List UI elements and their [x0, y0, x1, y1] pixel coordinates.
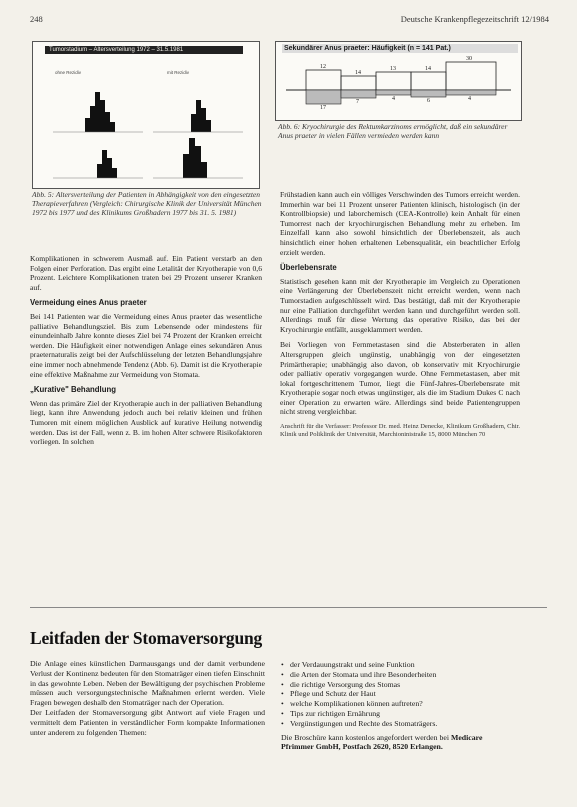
figure5-caption: Abb. 5: Altersverteilung der Patienten in Abhängigkeit von den eingesetzten Therapieverfahren (Vergleich: Chirurgische Klinik der Universität München 1972 bis 1977 und des Klinikums Großhadern 1977 bis 31. 5. 1981)	[32, 190, 262, 217]
figure-title: Tumorstadium – Altersverteilung 1972 – 31.5.1981	[45, 46, 243, 54]
guide-intro	[30, 659, 265, 737]
bar-label: 4	[392, 96, 395, 102]
page-number: 248	[30, 14, 43, 24]
figure6-caption: Abb. 6: Kryochirurgie des Rektumkarzinoms ermöglicht, daß ein sekundärer Anus praeter in vielen Fällen vermieden werden kann	[278, 122, 508, 140]
order-info	[281, 733, 517, 753]
article-left-column	[30, 254, 262, 453]
section-heading: Überlebensrate	[280, 263, 337, 273]
order-address: Medicare Pfrimmer GmbH, Postfach 2620, 8520 Erlangen.	[281, 732, 483, 752]
paragraph: Die Anlage eines künstlichen Darmausgangs und der damit verbundene Verlust der Kontinenz bedeuten für den Stomaträger einen tiefen Einschnitt in das gewohnte Leben. Neben der Bewältigung der psychischen Probleme müssen auch versorgungstechnische Maßnahmen erlernt werden. Viele Fragen bewegen deshalb den Stomaträger nach der Operation.	[30, 659, 265, 708]
histogram-graphic	[33, 42, 259, 188]
bar-graphic	[276, 42, 521, 120]
bar-label: 30	[466, 56, 472, 62]
bar-label: 13	[390, 66, 396, 72]
article-right-column	[280, 190, 520, 439]
section-divider	[30, 607, 547, 608]
list-item: • Pflege und Schutz der Haut	[281, 689, 517, 699]
paragraph: Bei Vorliegen von Fernmetastasen sind die Absterberaten in allen Altersgruppen gleich ungünstig, unabhängig von der eingesetzten Primärtherapie; unabhängig also davon, ob konservativ mit Kryochirurgie oder palliativ operativ vorgegangen wurde. Ohne Fernmetastasen, aber mit lokal fortgeschrittenem Tumor, liegt die Fünf-Jahres-Überlebensrate mit Kryotherapie sogar noch etwas ungünstiger, als die im Stadium Dukes C nach einer Operation zu erwarten wäre. Allerdings sind beide Patientengruppen nicht streng vergleichbar.	[280, 340, 520, 417]
section-heading: Vermeidung eines Anus praeter	[30, 298, 147, 308]
paragraph: Statistisch gesehen kann mit der Kryotherapie im Vergleich zu Operationen eine Verlängerung der Überlebenszeit nicht erreicht werden, wenn nach Tumorstadien aufgeschlüsselt wird. Das bestätigt, daß mit der Kryotherapie nur eine Palliation durchgeführt werden kann und durchgeführt werden soll. Allerdings muß für diese Wertung das operative Risiko, das bei der Kryochirurgie entfällt, ausgeklammert werden.	[280, 276, 520, 334]
bar-label: 14	[425, 66, 431, 72]
paragraph: Der Leitfaden der Stomaversorgung gibt Antwort auf viele Fragen und vermittelt dem Patienten in verständlicher Form kompakte Informationen unter anderem zu folgenden Themen:	[30, 707, 265, 737]
paragraph: Frühstadien kann auch ein völliges Verschwinden des Tumors erreicht werden. Immerhin war bei 11 Prozent unserer Patienten klinisch, histologisch (in der Kontrollbiopsie) und laborchemisch (CEA-Kontrolle) kein Anhalt für einen Tumorrest nach der kryochirurgischen Behandlung mehr zu erheben. Im Einzelfall kann also sowohl hinsichtlich der Überlebenszeit, als auch hinsichtlich einer hohen erhaltenen Lebensqualität, ein beachtlicher Erfolg erzielt werden.	[280, 190, 520, 257]
figure-title: Sekundärer Anus praeter: Häufigkeit (n = 141 Pat.)	[282, 44, 518, 53]
bar-label: 4	[468, 96, 471, 102]
list-item: • Tips zur richtigen Ernährung	[281, 709, 517, 719]
bar-label: 12	[320, 64, 326, 70]
list-item: • die Arten der Stomata und ihre Besonderheiten	[281, 670, 517, 680]
list-item: • der Verdauungstrakt und seine Funktion	[281, 660, 517, 670]
paragraph: Bei 141 Patienten war die Vermeidung eines Anus praeter das wesentliche palliative Behandlungsziel. Bis zum Lebensende oder mindestens für einundeinhalb Jahre konnte dieses Ziel bei 74 Prozent der Kranken erreicht werden. Die Häufigkeit einer notwendigen Anlage eines sekundären Anus praeternaturalis zeigt bei der Aufschlüsselung der letzten Behandlungsjahre eine immer noch abnehmende Tendenz (Abb. 6). Damit ist die Kryotherapie eine effektive Maßnahme zur Vermeidung von Stomata.	[30, 311, 262, 379]
author-address: Anschrift für die Verfasser: Professor Dr. med. Heinz Denecke, Klinikum Großhadern, Chir. Klinik und Poliklinik der Universität, Marchioninistraße 15, 8000 München 70	[280, 423, 520, 439]
paragraph: Komplikationen in schwerem Ausmaß auf. Ein Patient verstarb an den Folgen einer Perforation. Das ergibt eine Letalität der Kryotherapie von 0,6 Prozent. Leichtere Komplikationen traten bei 29 Prozent unserer Kranken auf.	[30, 254, 262, 292]
paragraph: Wenn das primäre Ziel der Kryotherapie auch in der palliativen Behandlung liegt, kann ihre Anwendung jedoch auch bei relativ kleinen und frühen Tumoren mit einem möglichen Ausblick auf kurative Heilung notwendig werden. Das ist der Fall, wenn z. B. im hohen Alter schwere Risikofaktoren vorliegen. In solchen	[30, 398, 262, 447]
order-prefix: Die Broschüre kann kostenlos angefordert werden bei	[281, 732, 450, 742]
bar-label: 17	[320, 105, 326, 111]
section-heading: „Kurative" Behandlung	[30, 385, 117, 395]
guide-topics	[281, 660, 517, 752]
panel-label-left: ohne Rezidiv	[55, 70, 82, 75]
list-item: • die richtige Versorgung des Stomas	[281, 680, 517, 690]
figure-anus-praeter-frequency	[275, 41, 522, 121]
panel-label-right: mit Rezidiv	[167, 70, 190, 75]
bar-label: 14	[355, 70, 361, 76]
bar-label: 6	[427, 98, 430, 104]
journal-title: Deutsche Krankenpflegezeitschrift 12/1984	[400, 14, 549, 24]
guide-headline: Leitfaden der Stomaversorgung	[30, 628, 263, 648]
list-item: • welche Komplikationen können auftreten?	[281, 699, 517, 709]
bar-label: 7	[356, 99, 359, 105]
list-item: • Vergünstigungen und Rechte des Stomaträgers.	[281, 719, 517, 729]
topic-list	[281, 660, 517, 729]
figure-age-distribution	[32, 41, 260, 189]
